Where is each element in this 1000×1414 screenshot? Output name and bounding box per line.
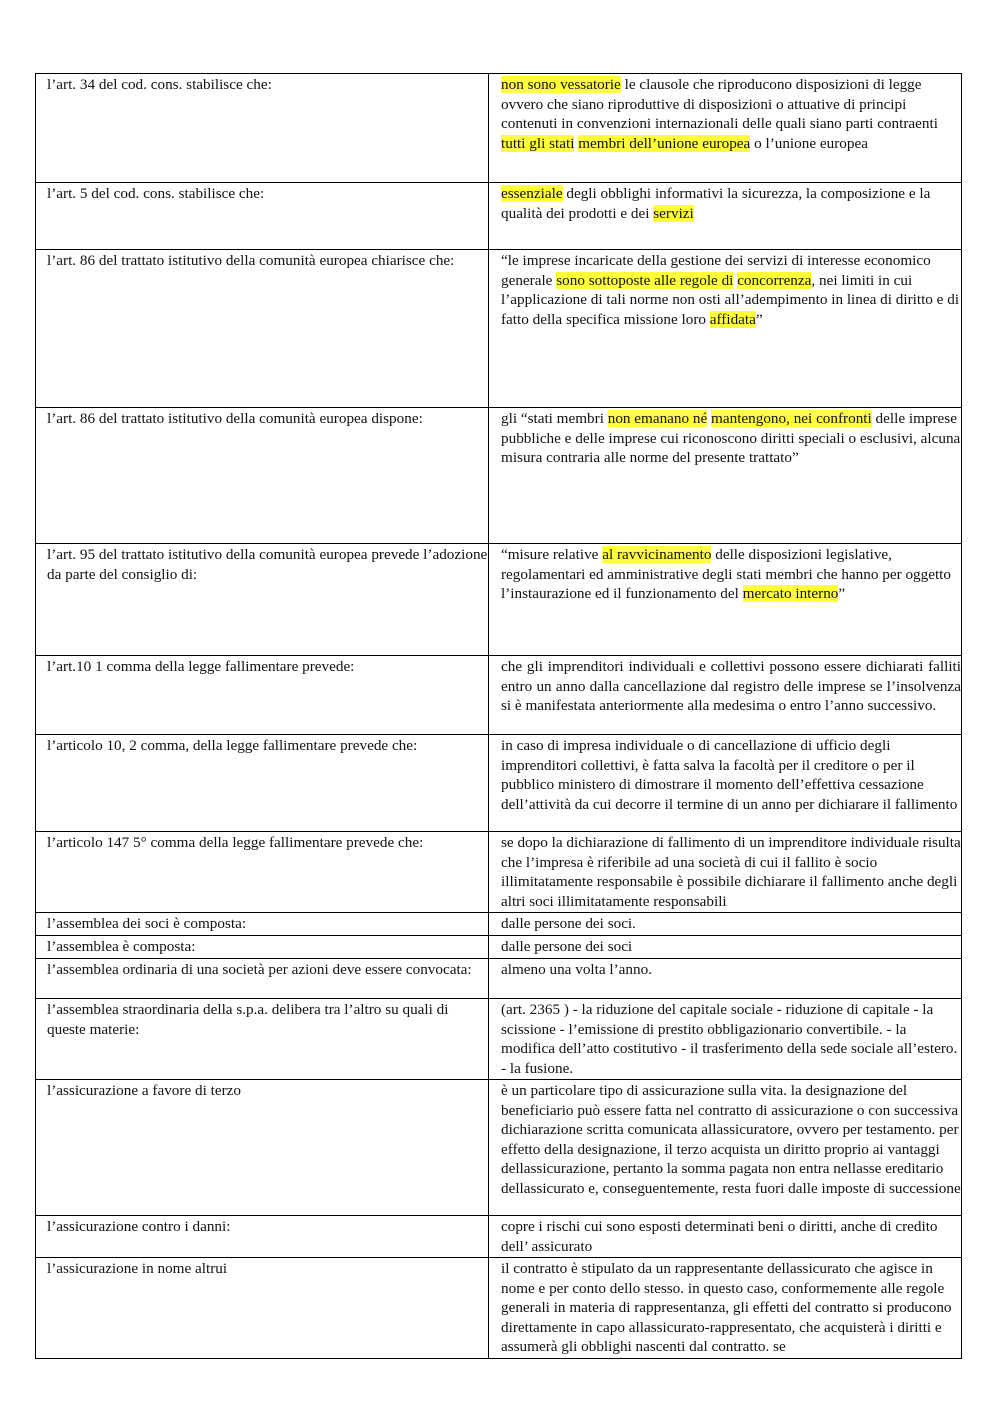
answer-text: degli obblighi informativi la sicurezza, la composizione e la qualità dei prodotti e dei xyxy=(501,185,931,222)
highlighted-text: al ravvicinamento xyxy=(602,546,712,563)
answer-text: almeno una volta l’anno. xyxy=(501,961,652,978)
answer-text: dalle persone dei soci xyxy=(501,938,633,955)
answer-text: delle imprese pubbliche e delle imprese cui riconoscono diritti speciali o esclusivi, alcuna misura contraria alle norme del presente trattato” xyxy=(501,410,961,466)
table-row xyxy=(36,832,962,913)
question-cell: l’assemblea straordinaria della s.p.a. delibera tra l’altro su quali di queste materie: xyxy=(36,999,489,1080)
answer-text: è un particolare tipo di assicurazione sulla vita. la designazione del beneficiario può essere fatta nel contratto di assicurazione o con successiva dichiarazione scritta comunicata allassicuratore, ovvero per testamento. per effetto della designazione, il terzo acquista un diritto proprio ai vantaggi dellassicurazione, pertanto la somma pagata non entra nellasse ereditario dellassicurato e, conseguentemente, resta fuori dalle imposte di successione xyxy=(501,1082,961,1197)
highlighted-text: non emanano né xyxy=(607,410,708,427)
question-cell: l’art.10 1 comma della legge fallimentare prevede: xyxy=(36,656,489,735)
highlighted-text: essenziale xyxy=(501,185,563,202)
highlighted-text: non sono vessatorie xyxy=(501,76,621,93)
table-row xyxy=(36,1258,962,1359)
table-row xyxy=(36,408,962,544)
question-cell: l’art. 5 del cod. cons. stabilisce che: xyxy=(36,183,489,250)
highlighted-text: mantengono, nei confronti xyxy=(711,410,872,427)
highlighted-text: tutti gli stati xyxy=(501,134,575,152)
table-row xyxy=(36,913,962,936)
question-cell: l’assemblea dei soci è composta: xyxy=(36,913,489,936)
question-cell: l’assicurazione in nome altrui xyxy=(36,1258,489,1359)
question-cell: l’art. 86 del trattato istitutivo della comunità europea dispone: xyxy=(36,408,489,544)
answer-cell xyxy=(489,250,962,408)
table-row xyxy=(36,936,962,959)
answer-cell xyxy=(489,1080,962,1216)
question-cell: l’articolo 10, 2 comma, della legge fallimentare prevede che: xyxy=(36,735,489,832)
highlighted-text: affidata xyxy=(709,310,756,328)
answer-text: dalle persone dei soci. xyxy=(501,915,636,932)
answer-cell xyxy=(489,735,962,832)
answer-text: “misure relative xyxy=(501,546,603,563)
answer-cell xyxy=(489,832,962,913)
qa-table xyxy=(35,73,962,1359)
answer-cell xyxy=(489,913,962,936)
answer-text: (art. 2365 ) - la riduzione del capitale sociale - riduzione di capitale - la scissione - l’emissione di prestito obbligazionario convertibile. - la modifica dell’atto costitutivo - il trasferimento della sede sociale all’estero. - la fusione. xyxy=(501,1001,958,1077)
answer-cell xyxy=(489,74,962,183)
answer-cell xyxy=(489,408,962,544)
table-row xyxy=(36,1080,962,1216)
answer-text: le clausole che riproducono disposizioni di legge ovvero che siano riproduttive di disposizioni o attuative di principi contenuti in convenzioni internazionali delle quali siano parti contraenti xyxy=(501,76,938,132)
question-cell: l’art. 34 del cod. cons. stabilisce che: xyxy=(36,74,489,183)
answer-text: in caso di impresa individuale o di cancellazione di ufficio degli imprenditori collettivi, è fatta salva la facoltà per il creditore o per il pubblico ministero di dimostrare il momento dell’effettiva cessazione dell’attività da cui decorre il termine di un anno per dichiarare il fallimento xyxy=(501,737,958,813)
answer-cell xyxy=(489,1216,962,1258)
answer-cell xyxy=(489,656,962,735)
table-row xyxy=(36,1216,962,1258)
question-cell: l’articolo 147 5° comma della legge fallimentare prevede che: xyxy=(36,832,489,913)
question-cell: l’assemblea è composta: xyxy=(36,936,489,959)
answer-text: ” xyxy=(838,585,846,602)
answer-text: ” xyxy=(755,310,763,328)
question-cell: l’assemblea ordinaria di una società per azioni deve essere convocata: xyxy=(36,959,489,999)
answer-text: se dopo la dichiarazione di fallimento di un imprenditore individuale risulta che l’impresa è riferibile ad una società di cui il fallito è socio illimitatamente responsabile è possibile dichiarare il fallimento anche degli altri soci illimitatamente responsabili xyxy=(501,834,961,910)
highlighted-text: concorrenza xyxy=(737,271,812,289)
question-cell: l’assicurazione a favore di terzo xyxy=(36,1080,489,1216)
question-cell: l’art. 86 del trattato istitutivo della comunità europea chiarisce che: xyxy=(36,250,489,408)
table-row xyxy=(36,250,962,408)
table-row xyxy=(36,656,962,735)
answer-text: o l’unione europea xyxy=(750,134,868,152)
answer-text: gli “stati membri xyxy=(501,410,608,427)
answer-text: , nei limiti in cui l’applicazione di tali norme non osti all’adempimento in linea di diritto e di fatto della specifica missione loro xyxy=(501,271,960,328)
answer-text: delle disposizioni legislative, regolamentari ed amministrative degli stati membri che hanno per oggetto l’instaurazione ed il funzionamento del xyxy=(501,546,951,602)
answer-text: il contratto è stipulato da un rappresentante dellassicurato che agisce in nome e per conto dello stesso. in questo caso, conformemente alle regole generali in materia di rappresentanza, gli effetti del contratto si producono direttamente in capo allassicurato-rappresentato, che acquisterà i diritti e assumerà gli obblighi nascenti dal contratto. se xyxy=(501,1260,952,1355)
answer-cell xyxy=(489,999,962,1080)
table-row xyxy=(36,999,962,1080)
highlighted-text: mercato interno xyxy=(742,585,839,602)
answer-cell xyxy=(489,959,962,999)
table-row xyxy=(36,183,962,250)
answer-text: copre i rischi cui sono esposti determinati beni o diritti, anche di credito dell’ assicurato xyxy=(501,1218,938,1255)
answer-cell xyxy=(489,183,962,250)
highlighted-text: sono sottoposte alle regole di xyxy=(556,271,734,289)
table-row xyxy=(36,735,962,832)
answer-cell xyxy=(489,1258,962,1359)
table-row xyxy=(36,74,962,183)
answer-cell xyxy=(489,544,962,656)
table-row xyxy=(36,959,962,999)
answer-text: “le imprese incaricate della gestione dei servizi di interesse economico generale xyxy=(501,252,931,289)
answer-text: che gli imprenditori individuali e collettivi possono essere dichiarati falliti entro un anno dalla cancellazione dal registro delle imprese se l’insolvenza si è manifestata anteriormente alla medesima o entro l’anno successivo. xyxy=(501,658,961,714)
highlighted-text: servizi xyxy=(653,204,694,222)
answer-cell xyxy=(489,936,962,959)
question-cell: l’assicurazione contro i danni: xyxy=(36,1216,489,1258)
table-row xyxy=(36,544,962,656)
highlighted-text: membri dell’unione europea xyxy=(578,134,751,152)
question-cell: l’art. 95 del trattato istitutivo della comunità europea prevede l’adozione da parte del consiglio di: xyxy=(36,544,489,656)
qa-table-body xyxy=(36,74,962,1359)
